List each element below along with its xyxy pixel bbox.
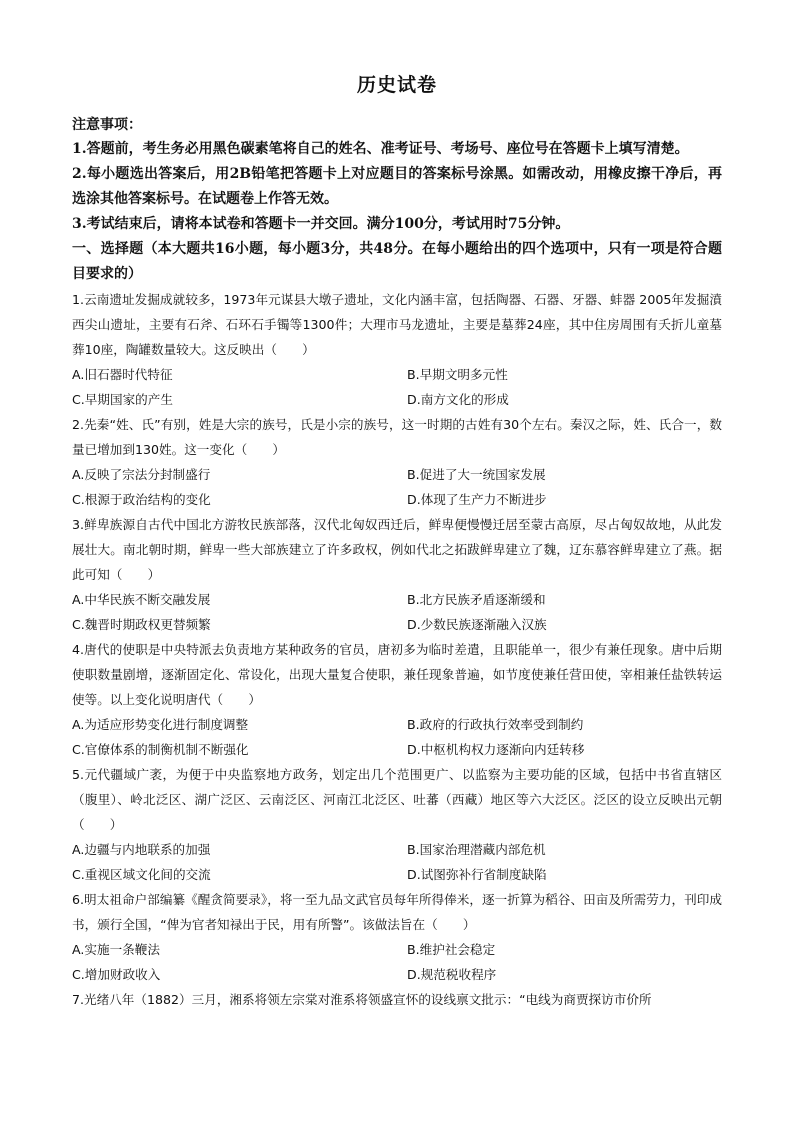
question-2 <box>72 412 722 512</box>
option-b: B.国家治理潜藏内部危机 <box>407 842 546 857</box>
option-b: B.政府的行政执行效率受到制约 <box>407 717 584 732</box>
option-a: A.为适应形势变化进行制度调整 <box>72 717 249 732</box>
option-c: C.早期国家的产生 <box>72 392 173 407</box>
question-stem: 7.光绪八年（1882）三月，湘系将领左宗棠对淮系将领盛宣怀的设线禀文批示：“电线为商贾探访市价所 <box>72 992 652 1007</box>
option-list <box>72 462 722 512</box>
question-stem: 5.元代疆域广袤，为便于中央监察地方政务，划定出几个范围更广、以监察为主要功能的区域，包括中书省直辖区（腹里）、岭北泛区、湖广泛区、云南泛区、河南江北泛区、吐蕃（西藏）地区等六大泛区。泛区的设立反映出元朝（ ） <box>72 767 722 832</box>
option-a: A.边疆与内地联系的加强 <box>72 842 211 857</box>
question-1 <box>72 287 722 412</box>
option-c: C.根源于政治结构的变化 <box>72 492 211 507</box>
question-4 <box>72 637 722 762</box>
notice-item: 3.考试结束后，请将本试卷和答题卡一并交回。满分100分，考试用时75分钟。 <box>72 216 570 232</box>
question-5 <box>72 762 722 887</box>
option-a: A.反映了宗法分封制盛行 <box>72 467 211 482</box>
option-list <box>72 362 722 412</box>
option-d: D.体现了生产力不断进步 <box>407 492 547 507</box>
option-b: B.维护社会稳定 <box>407 942 496 957</box>
option-list <box>72 837 722 887</box>
option-d: D.南方文化的形成 <box>407 392 509 407</box>
option-a: A.实施一条鞭法 <box>72 942 160 957</box>
option-list <box>72 712 722 762</box>
option-c: C.重视区域文化间的交流 <box>72 867 211 882</box>
question-stem: 6.明太祖命户部编纂《醒贪简要录》，将一至九品文武官员每年所得俸米，逐一折算为稻谷、田亩及所需劳力，刊印成书，颁行全国，“俾为官者知禄出于民，用有所警”。该做法旨在（ ） <box>72 892 722 932</box>
option-list <box>72 587 722 637</box>
option-b: B.北方民族矛盾逐渐缓和 <box>407 592 546 607</box>
question-stem: 3.鲜卑族源自古代中国北方游牧民族部落，汉代北匈奴西迁后，鲜卑便慢慢迁居至蒙古高原，尽占匈奴故地，从此发展壮大。南北朝时期，鲜卑一些大部族建立了许多政权，例如代北之拓跋鲜卑建立了魏，辽东慕容鲜卑建立了燕。据此可知（ ） <box>72 517 722 582</box>
option-b: B.促进了大一统国家发展 <box>407 467 546 482</box>
option-d: D.中枢机构权力逐渐向内廷转移 <box>407 742 585 757</box>
option-c: C.官僚体系的制衡机制不断强化 <box>72 742 249 757</box>
option-a: A.旧石器时代特征 <box>72 367 173 382</box>
option-c: C.魏晋时期政权更替频繁 <box>72 617 211 632</box>
question-stem: 1.云南遗址发掘成就较多，1973年元谋县大墩子遗址，文化内涵丰富，包括陶器、石器、牙器、蚌器 2005年发掘濆西尖山遗址，主要有石斧、石环石手镯等1300件；大理市马龙遗址，主要是墓葬24座，其中住房周围有夭折儿童墓葬10座，陶罐数量较大。这反映出（ ） <box>72 292 722 357</box>
notice-item: 1.答题前，考生务必用黑色碳素笔将自己的姓名、准考证号、考场号、座位号在答题卡上填写清楚。 <box>72 141 689 157</box>
option-a: A.中华民族不断交融发展 <box>72 592 211 607</box>
question-stem: 4.唐代的使职是中央特派去负责地方某种政务的官员，唐初多为临时差遣，且职能单一，很少有兼任现象。唐中后期使职数量剧增，逐渐固定化、常设化，出现大量复合使职，兼任现象普遍，如节度使兼任营田使，宰相兼任盐铁转运使等。以上变化说明唐代（ ） <box>72 642 722 707</box>
exam-title: 历史试卷 <box>356 74 437 96</box>
option-c: C.增加财政收入 <box>72 967 161 982</box>
section-heading: 一、选择题（本大题共16小题，每小题3分，共48分。在每小题给出的四个选项中，只有一项是符合题目要求的） <box>72 241 722 282</box>
option-list <box>72 937 722 987</box>
option-d: D.试图弥补行省制度缺陷 <box>407 867 547 882</box>
exam-page <box>72 70 722 1012</box>
option-d: D.规范税收程序 <box>407 967 497 982</box>
question-3 <box>72 512 722 637</box>
option-d: D.少数民族逐渐融入汉族 <box>407 617 547 632</box>
notice-heading: 注意事项： <box>72 117 142 133</box>
question-7 <box>72 987 722 1012</box>
question-stem: 2.先秦“姓、氏”有别，姓是大宗的族号，氏是小宗的族号，这一时期的古姓有30个左右。秦汉之际，姓、氏合一，数量已增加到130姓。这一变化（ ） <box>72 417 722 457</box>
option-b: B.早期文明多元性 <box>407 367 508 382</box>
question-6 <box>72 887 722 987</box>
notice-item: 2.每小题选出答案后，用2B铅笔把答题卡上对应题目的答案标号涂黑。如需改动，用橡皮擦干净后，再选涂其他答案标号。在试题卷上作答无效。 <box>72 166 722 207</box>
